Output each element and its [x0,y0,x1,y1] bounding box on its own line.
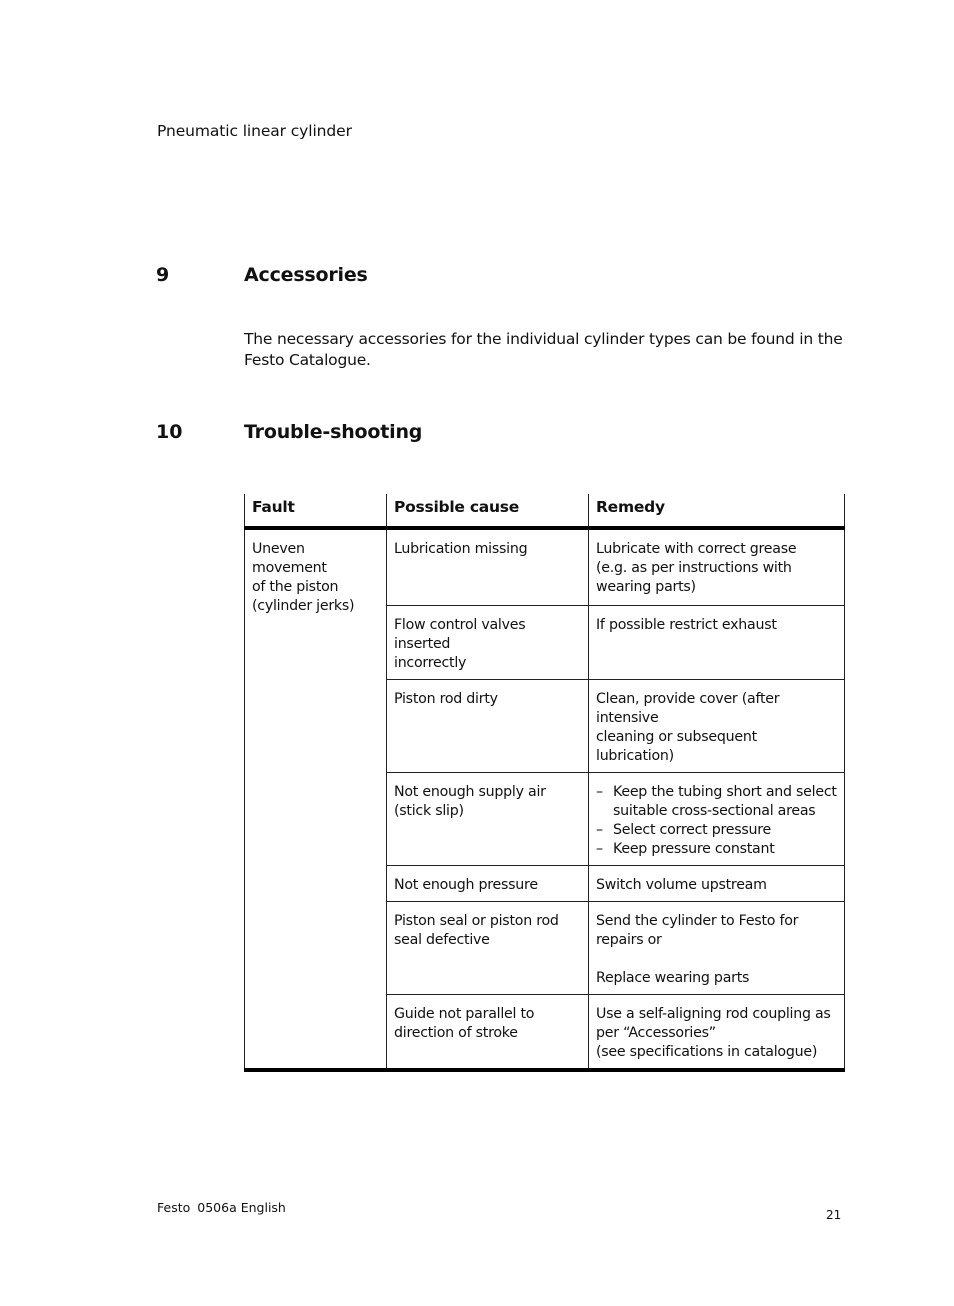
cause-cell [387,866,589,902]
remedy-cell [589,902,845,995]
remedy-line: (see specifications in catalogue) [596,1044,818,1060]
remedy-cell [589,995,845,1071]
section-9-title: Accessories [244,264,368,286]
remedy-bullet: – Select correct pressure [596,821,838,840]
remedy-line: suitable cross-sectional areas [613,803,816,819]
remedy-cell [589,866,845,902]
cause-cell [387,680,589,773]
remedy-bullet: – Keep pressure constant [596,840,838,859]
cause-line: Piston seal or piston rod [394,913,559,929]
running-header: Pneumatic linear cylinder [157,122,352,140]
remedy-cell [589,680,845,773]
fault-line: Uneven movement [252,541,327,576]
cause-line: direction of stroke [394,1025,518,1041]
remedy-line: Clean, provide cover (after intensive [596,691,780,726]
header-possible-cause: Possible cause [387,494,589,528]
page-number: 21 [826,1208,842,1222]
cause-cell [387,773,589,866]
remedy-line: repairs or [596,932,662,948]
section-9-number: 9 [156,264,170,286]
cause-cell [387,902,589,995]
section-10-number: 10 [156,421,183,443]
remedy-line: – Keep the tubing short and select [613,784,837,800]
footer-doc-info [157,1200,286,1215]
cause-cell [387,528,589,606]
remedy-line: Send the cylinder to Festo for [596,913,799,929]
cause-line: seal defective [394,932,490,948]
cause-line: Not enough pressure [394,877,538,893]
remedy-cell [589,606,845,680]
remedy-line: cleaning or subsequent lubrication) [596,729,757,764]
remedy-cell [589,773,845,866]
remedy-line: wearing parts) [596,579,696,595]
section-10-title: Trouble-shooting [244,421,423,443]
fault-cell [245,528,387,1070]
remedy-line: per “Accessories” [596,1025,716,1041]
trouble-shooting-table [244,494,845,1072]
header-fault: Fault [245,494,387,528]
cause-line: (stick slip) [394,803,464,819]
table-row [245,528,845,606]
cause-line: Flow control valves inserted [394,617,526,652]
accessories-text-line: The necessary accessories for the individual cylinder types can be found in the [244,330,843,348]
footer-doc-code: 0506a English [197,1200,286,1215]
footer-brand: Festo [157,1200,191,1215]
remedy-line: Use a self-aligning rod coupling as [596,1006,831,1022]
cause-line: incorrectly [394,655,467,671]
remedy-line: (e.g. as per instructions with [596,560,792,576]
cause-cell [387,995,589,1071]
accessories-text-line: Festo Catalogue. [244,351,371,369]
remedy-bullet [596,783,838,821]
remedy-line: If possible restrict exhaust [596,617,777,633]
accessories-text [244,329,844,371]
cause-line: Piston rod dirty [394,691,498,707]
fault-line: of the piston [252,579,339,595]
cause-cell [387,606,589,680]
remedy-line: Lubricate with correct grease [596,541,797,557]
remedy-cell [589,528,845,606]
cause-line: Lubrication missing [394,541,528,557]
remedy-line: Switch volume upstream [596,877,767,893]
table-header-row [245,494,845,528]
remedy-line: Replace wearing parts [596,970,750,986]
cause-line: Not enough supply air [394,784,546,800]
cause-line: Guide not parallel to [394,1006,535,1022]
remedy-bullet-list [596,783,838,859]
header-remedy: Remedy [589,494,845,528]
fault-line: (cylinder jerks) [252,598,355,614]
